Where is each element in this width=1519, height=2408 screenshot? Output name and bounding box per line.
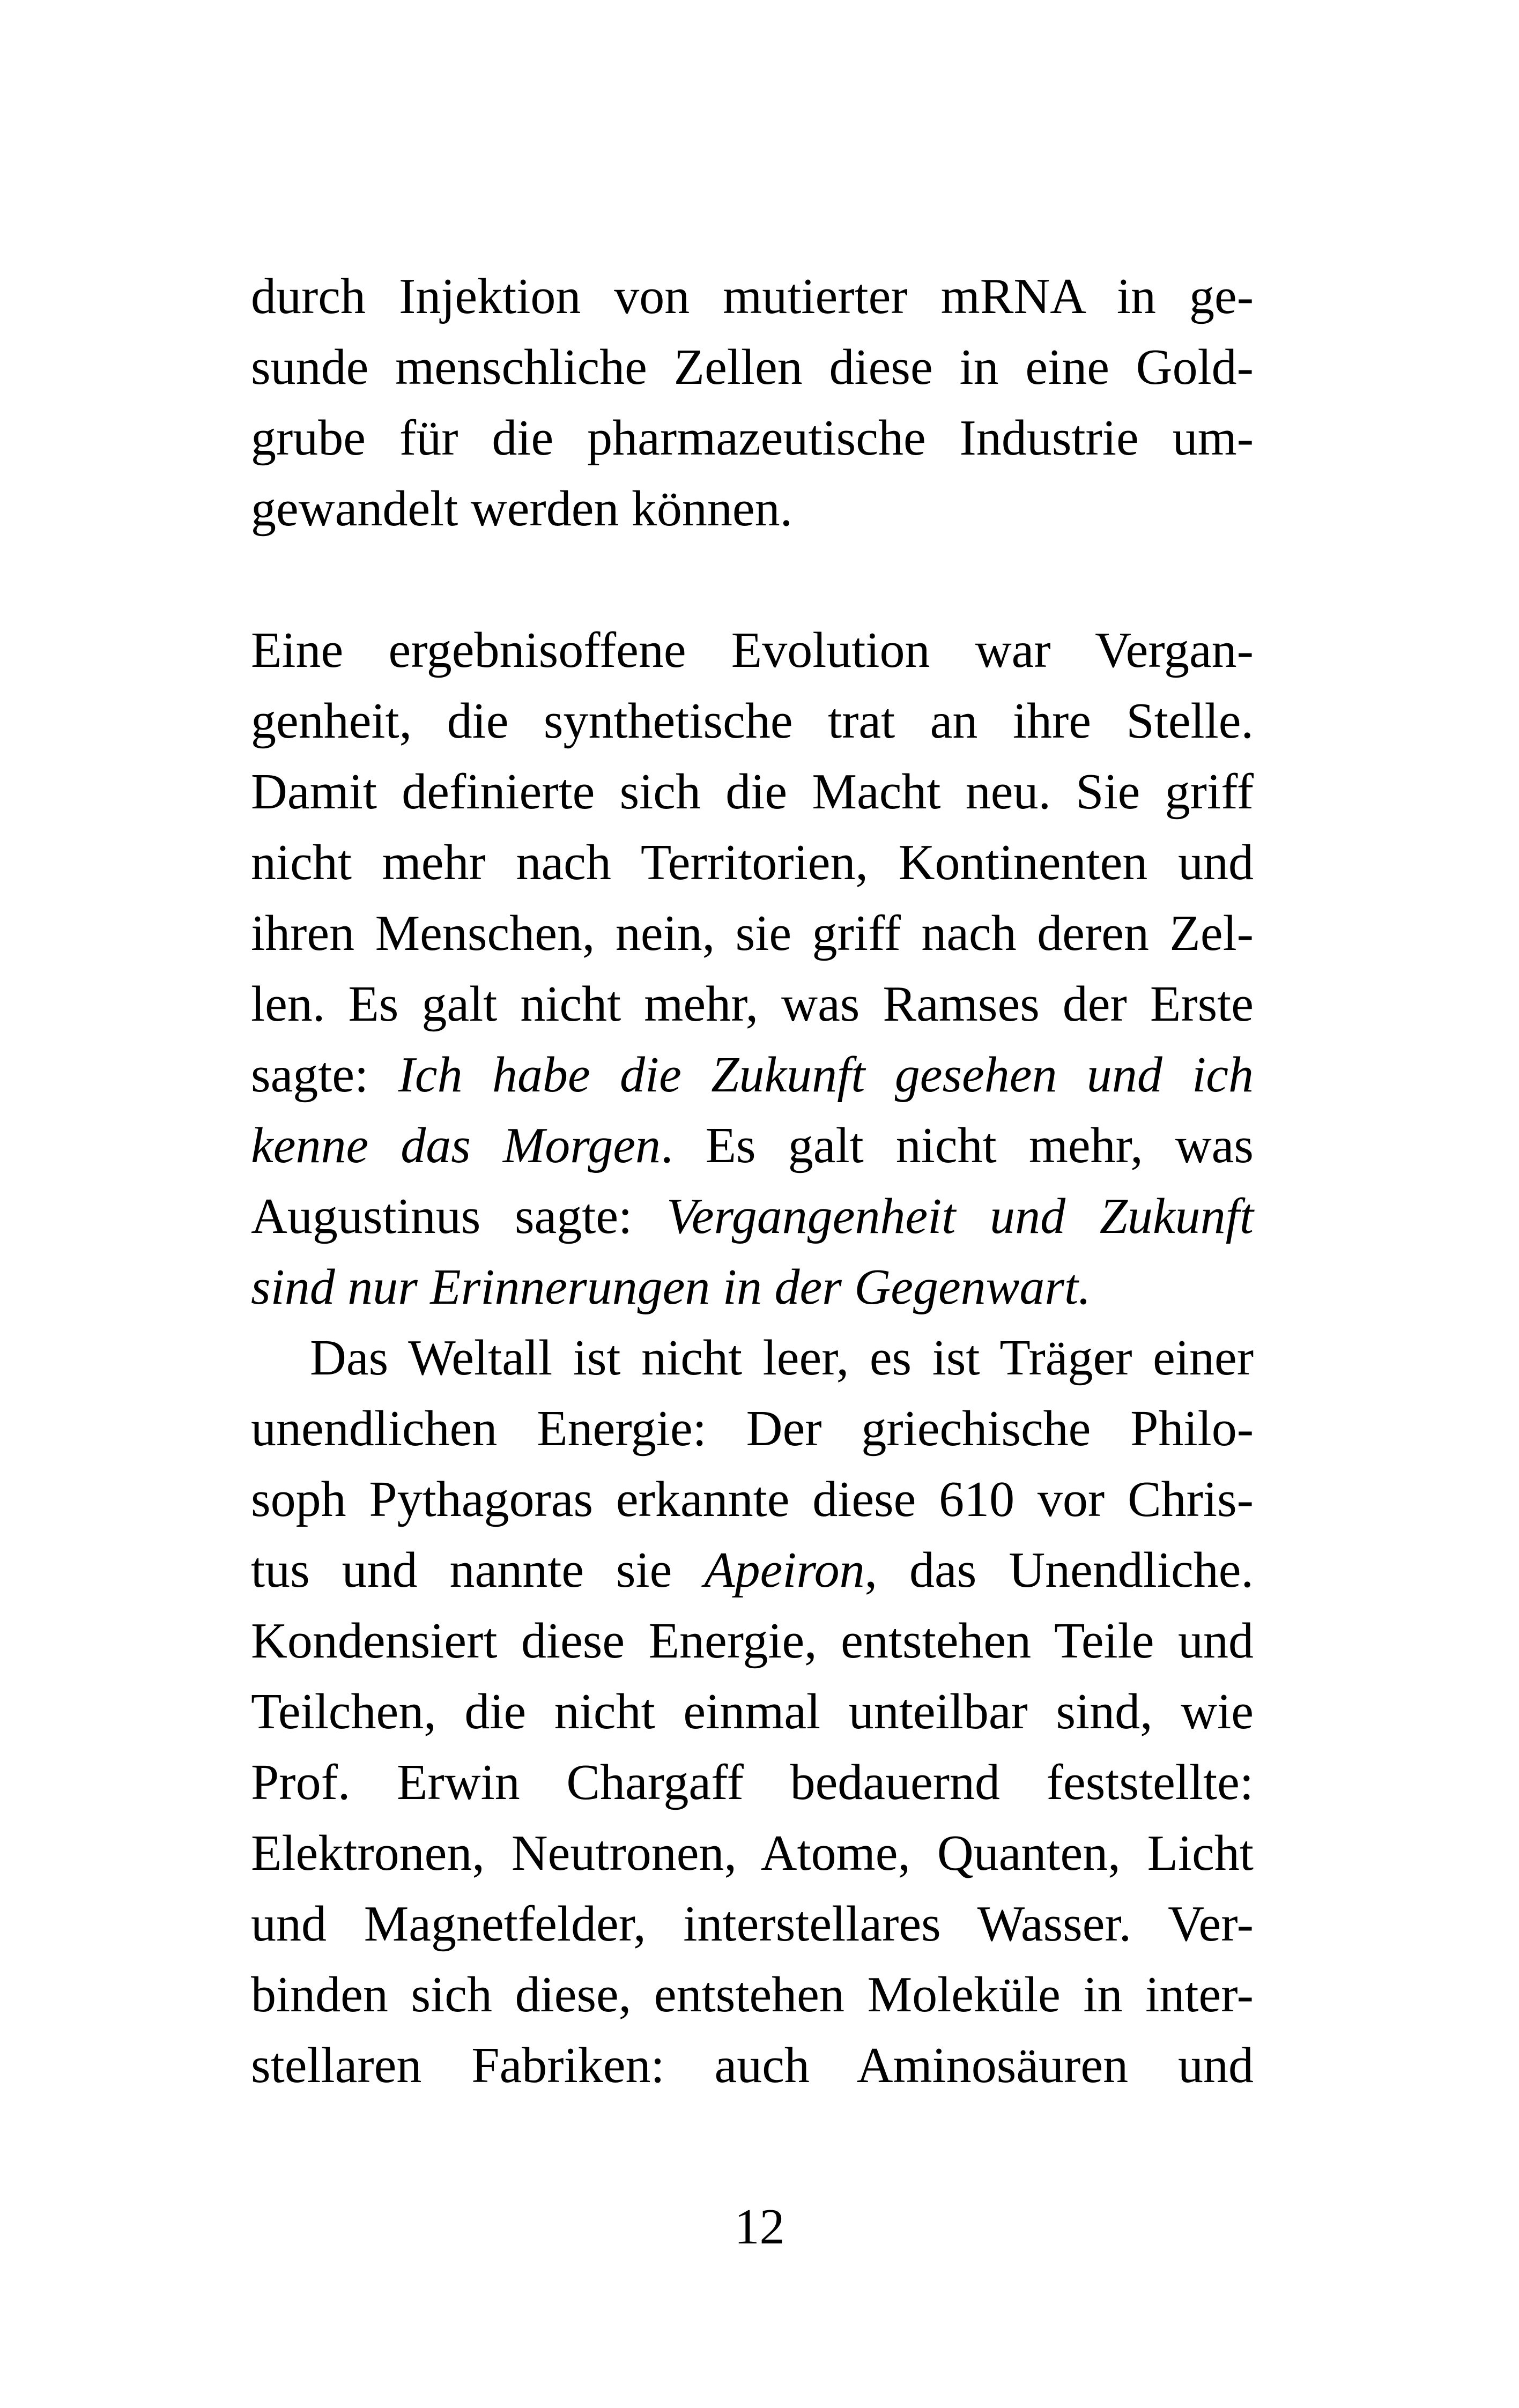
text-line: durch Injektion von mutierter mRNA in ge- — [251, 269, 1254, 324]
paragraph-3 — [251, 1322, 1254, 2101]
page-number: 12 — [734, 2199, 785, 2255]
text-line: Prof. Erwin Chargaff bedauernd feststellte: — [251, 1755, 1254, 1810]
text-run: sagte: — [251, 1047, 398, 1103]
text-line: len. Es galt nicht mehr, was Ramses der Erste — [251, 976, 1254, 1032]
text-line: Teilchen, die nicht einmal unteilbar sind, wie — [251, 1684, 1254, 1740]
text-line — [251, 1252, 1254, 1322]
text-line: gewandelt werden können. — [251, 481, 793, 537]
text-line: binden sich diese, entstehen Moleküle in inter- — [251, 1967, 1254, 2023]
text-line: unendlichen Energie: Der griechische Philo- — [251, 1401, 1254, 1456]
italic-term: Apeiron — [704, 1542, 865, 1598]
italic-quote: Vergangenheit und Zukunft — [666, 1188, 1254, 1244]
text-line: Damit definierte sich die Macht neu. Sie griff — [251, 764, 1254, 820]
text-line: Das Weltall ist nicht leer, es ist Träger einer — [310, 1330, 1254, 1386]
italic-quote: Ich habe die Zukunft gesehen und ich — [398, 1047, 1254, 1103]
text-line: Elektronen, Neutronen, Atome, Quanten, Licht — [251, 1825, 1254, 1881]
paragraph-1 — [251, 261, 1254, 544]
text-line: grube für die pharmazeutische Industrie um- — [251, 410, 1254, 466]
text-line: stellaren Fabriken: auch Aminosäuren und — [251, 2038, 1254, 2093]
text-run: . Es galt nicht mehr, was — [661, 1118, 1254, 1173]
paragraph-2 — [251, 615, 1254, 1322]
text-line: genheit, die synthetische trat an ihre Stelle. — [251, 693, 1254, 749]
italic-quote: kenne das Morgen — [251, 1118, 661, 1173]
text-run: , das Unendliche. — [864, 1542, 1254, 1598]
text-line: nicht mehr nach Territorien, Kontinenten und — [251, 835, 1254, 890]
text-line: Kondensiert diese Energie, entstehen Teile und — [251, 1613, 1254, 1669]
text-run: tus und nannte sie — [251, 1542, 705, 1598]
text-line — [251, 1181, 1254, 1252]
text-line: Eine ergebnisoffene Evolution war Vergan- — [251, 622, 1254, 678]
text-run: Augustinus sagte: — [251, 1188, 666, 1244]
italic-quote: sind nur Erinnerungen in der Gegenwart. — [251, 1259, 1091, 1315]
text-line — [251, 1535, 1254, 1606]
text-line: und Magnetfelder, interstellares Wasser. Ver- — [251, 1896, 1254, 1952]
text-line: sunde menschliche Zellen diese in eine Gold- — [251, 339, 1254, 395]
text-line: ihren Menschen, nein, sie griff nach deren Zel- — [251, 905, 1254, 961]
text-line — [251, 1110, 1254, 1181]
text-line: soph Pythagoras erkannte diese 610 vor Chris- — [251, 1471, 1254, 1527]
text-line — [251, 1039, 1254, 1110]
